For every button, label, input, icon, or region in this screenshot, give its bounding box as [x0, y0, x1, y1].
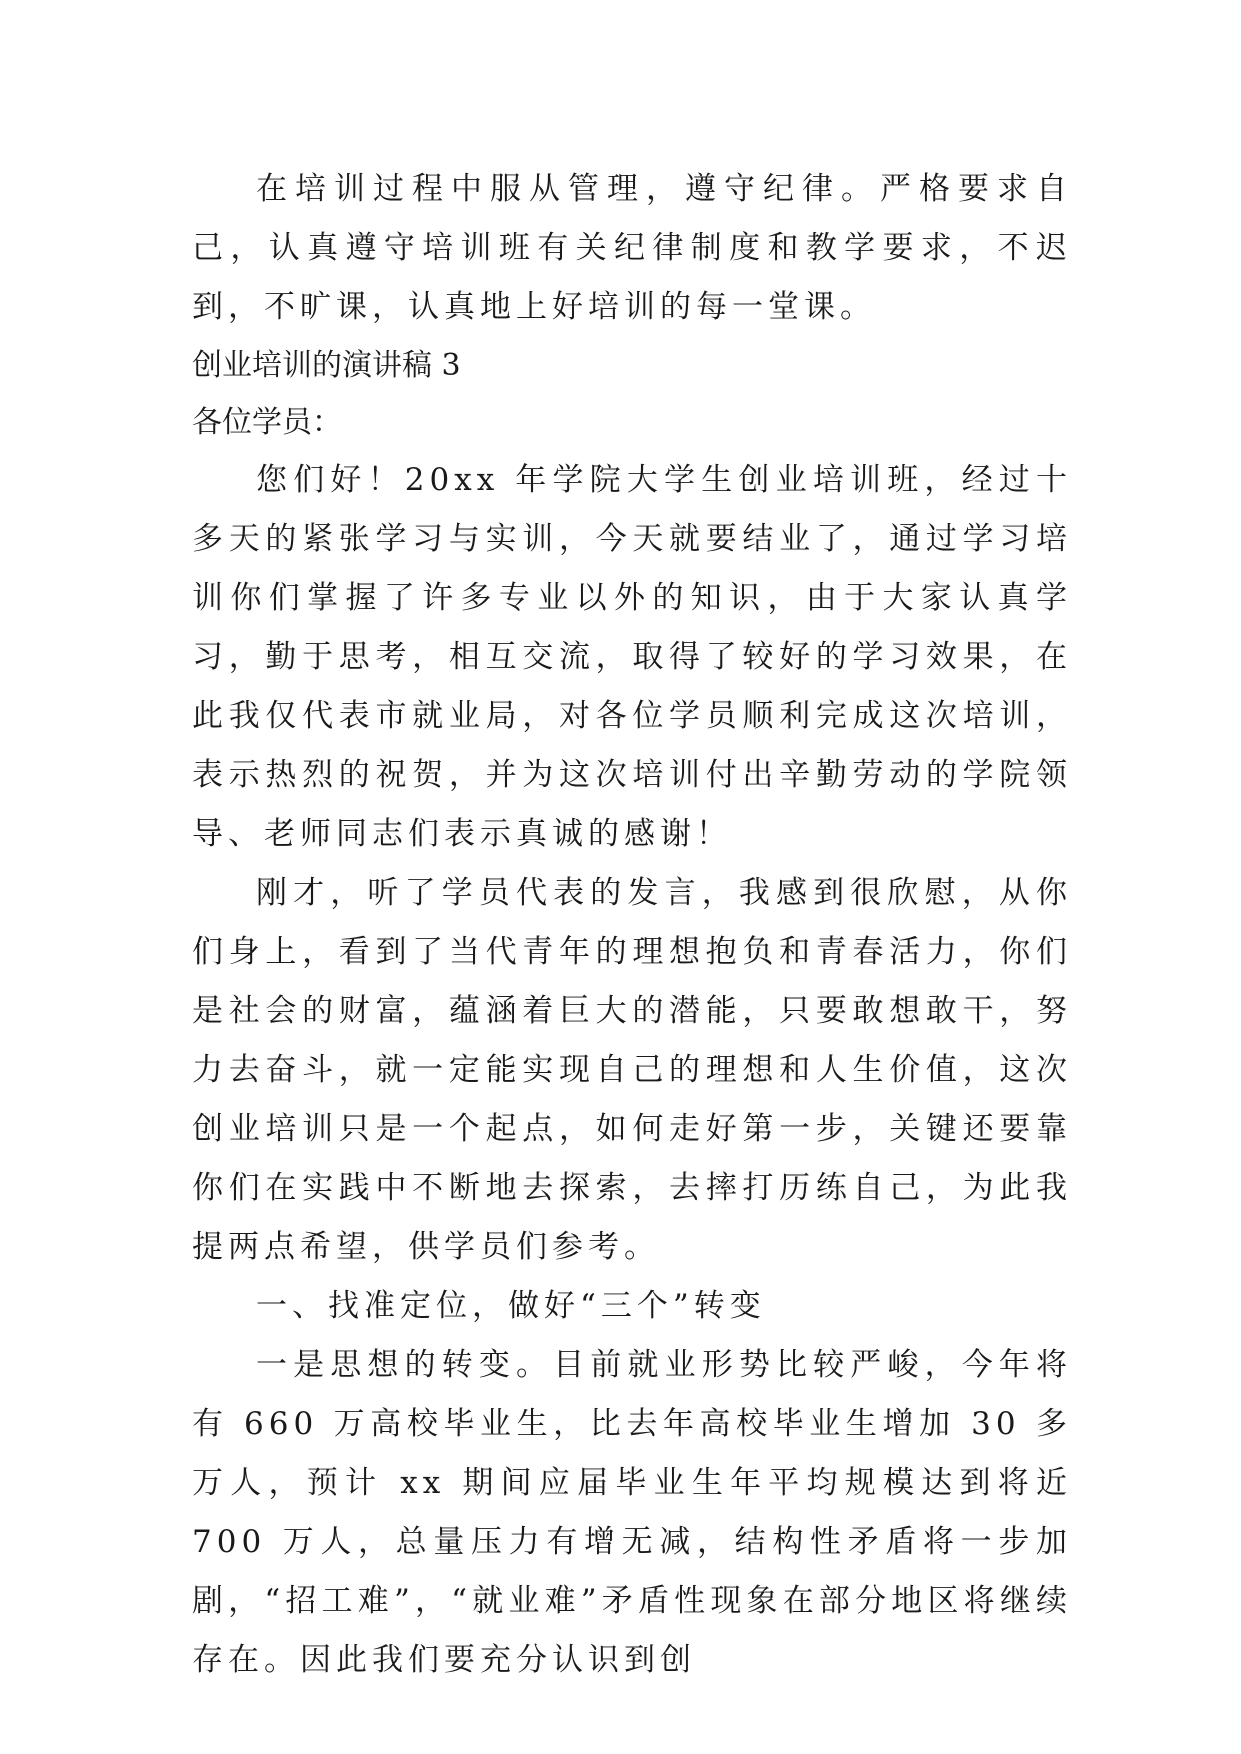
paragraph-mindset-change: 一是思想的转变。目前就业形势比较严峻，今年将有 660 万高校毕业生，比去年高校毕业生增加 30 多万人，预计 xx 期间应届毕业生年平均规模达到将近 700 万人，总量压力有增无减，结构性矛盾将一步加剧，“招工难”，“就业难”矛盾性现象在部分地区将继续存在。因此我们要充分认识到创: [192, 1347, 1072, 1678]
paragraph-greeting: 您们好！20xx 年学院大学生创业培训班，经过十多天的紧张学习与实训，今天就要结业了，通过学习培训你们掌握了许多专业以外的知识，由于大家认真学习，勤于思考，相互交流，取得了较好的学习效果，在此我仅代表市就业局，对各位学员顺利完成这次培训，表示热烈的祝贺，并为这次培训付出辛勤劳动的学院领导、老师同志们表示真诚的感谢！: [192, 462, 1072, 852]
speech-title: 创业培训的演讲稿 3: [192, 348, 461, 383]
salutation: 各位学员：: [192, 405, 342, 440]
paragraph-expectations: 刚才，听了学员代表的发言，我感到很欣慰，从你们身上，看到了当代青年的理想抱负和青春活力，你们是社会的财富，蕴涵着巨大的潜能，只要敢想敢干，努力去奋斗，就一定能实现自己的理想和人生价值，这次创业培训只是一个起点，如何走好第一步，关键还要靠你们在实践中不断地去探索，去摔打历练自己，为此我提两点希望，供学员们参考。: [192, 875, 1072, 1265]
paragraph-training-discipline: 在培训过程中服从管理，遵守纪律。严格要求自己，认真遵守培训班有关纪律制度和教学要求，不迟到，不旷课，认真地上好培训的每一堂课。: [192, 171, 1072, 325]
section-heading-positioning: 一、找准定位，做好“三个”转变: [256, 1288, 766, 1324]
document-body: [192, 160, 1072, 1690]
